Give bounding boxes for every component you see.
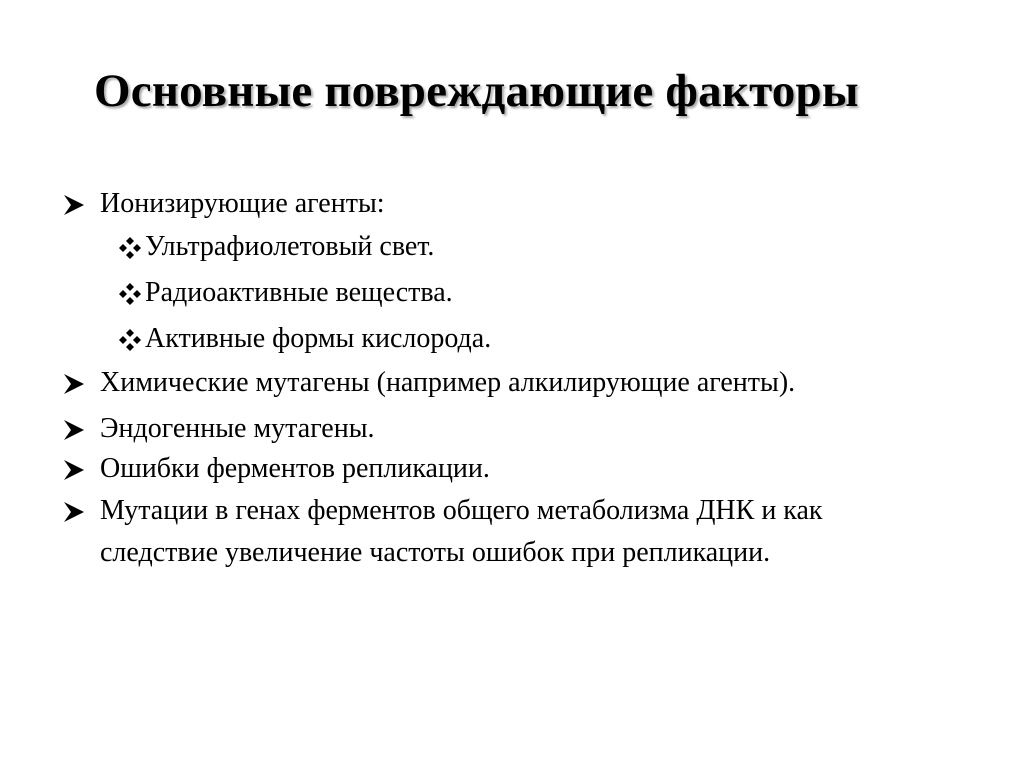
list-item: Ошибки ферментов репликации.: [100, 453, 490, 484]
arrowhead-icon: [62, 418, 86, 442]
list-item-continuation: следствие увеличение частоты ошибок при репликации.: [100, 537, 771, 568]
arrowhead-icon: [62, 193, 86, 217]
list-item: Активные формы кислорода.: [145, 323, 492, 354]
four-diamond-icon: [118, 282, 142, 306]
slide-title: Основные повреждающие факторы: [94, 65, 859, 117]
four-diamond-icon: [118, 328, 142, 352]
list-item: Мутации в генах ферментов общего метаболизма ДНК и как: [100, 495, 823, 526]
list-item: Ультрафиолетовый свет.: [145, 231, 435, 262]
arrowhead-icon: [62, 372, 86, 396]
list-item: Радиоактивные вещества.: [145, 277, 453, 308]
arrowhead-icon: [62, 458, 86, 482]
list-item: Эндогенные мутагены.: [100, 413, 375, 444]
list-item: Ионизирующие агенты:: [100, 188, 385, 219]
four-diamond-icon: [118, 236, 142, 260]
list-item: Химические мутагены (например алкилирующие агенты).: [100, 367, 796, 398]
arrowhead-icon: [62, 500, 86, 524]
